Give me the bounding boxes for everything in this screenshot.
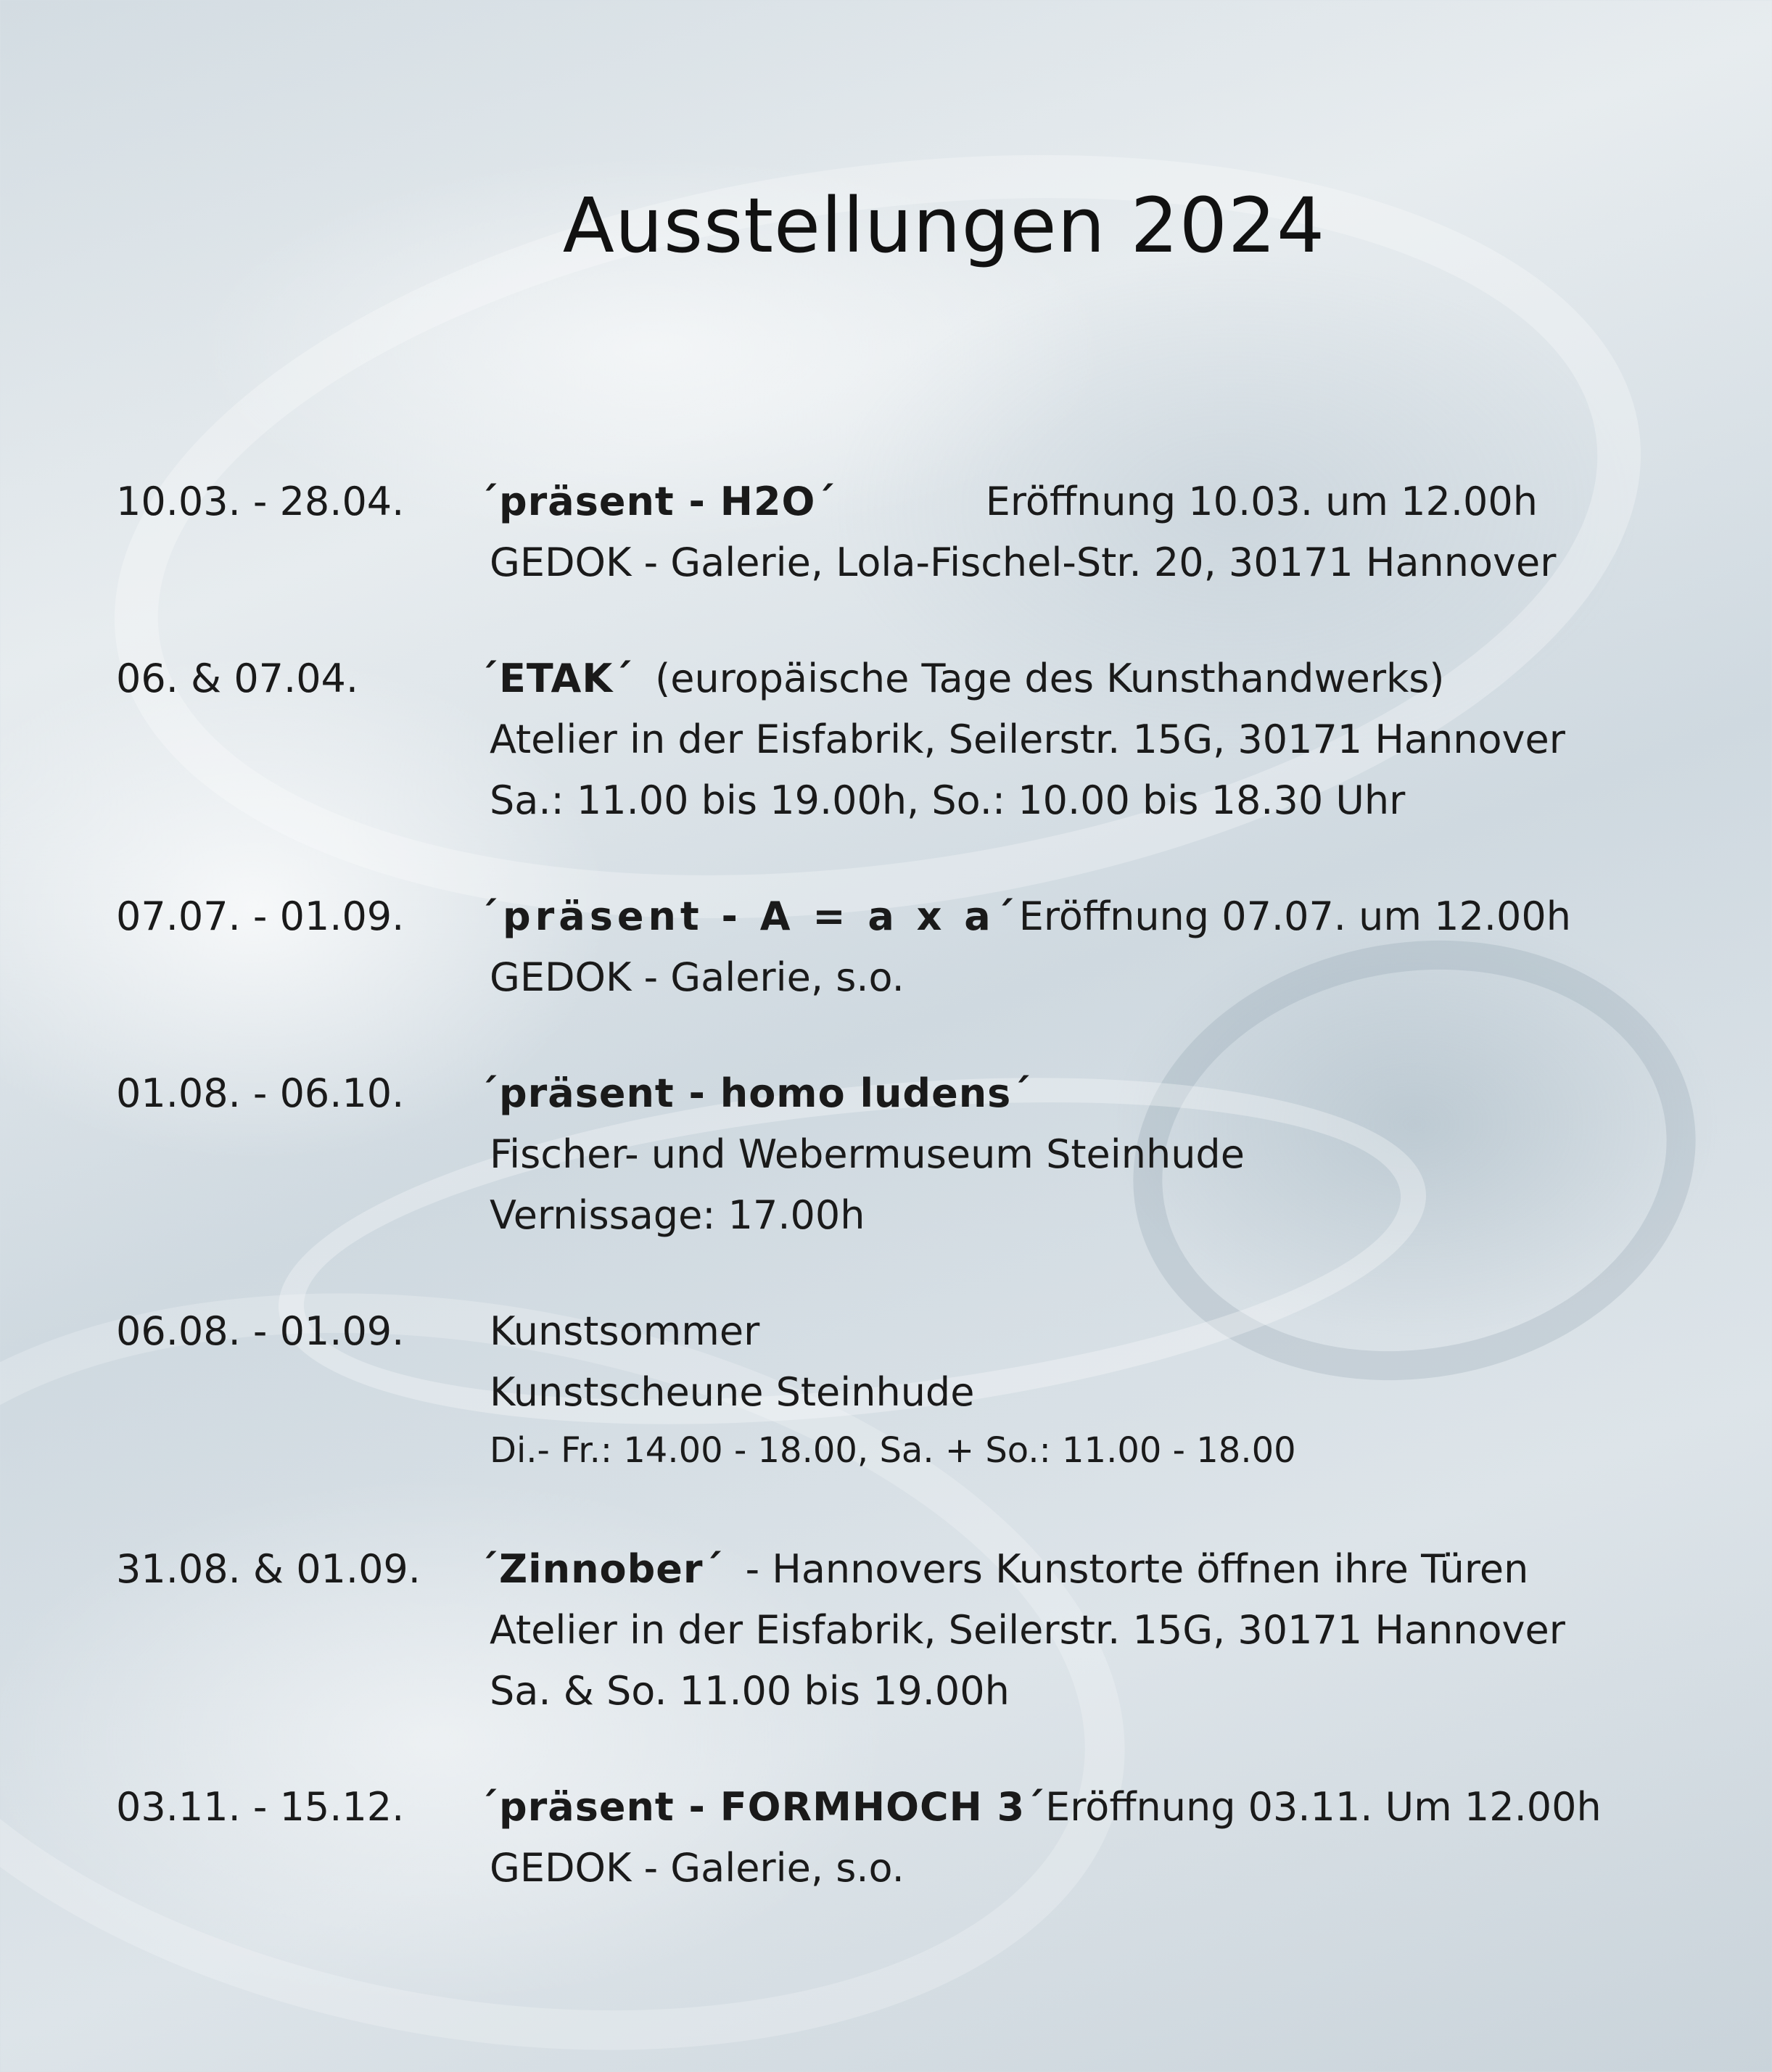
exhibition-date: 03.11. - 15.12.: [116, 1784, 405, 1830]
exhibition-date: 10.03. - 28.04.: [116, 479, 405, 524]
exhibition-date: 07.07. - 01.09.: [116, 893, 405, 939]
exhibition-entry: [116, 479, 1683, 600]
exhibition-list: [116, 479, 1683, 1906]
exhibition-title: ´ETAK´: [479, 656, 634, 701]
exhibition-title: ´präsent - H2O´: [479, 479, 836, 524]
exhibition-hours: Di.- Fr.: 14.00 - 18.00, Sa. + So.: 11.00 - 18.00: [490, 1430, 1296, 1471]
exhibition-date: 06.08. - 01.09.: [116, 1308, 405, 1354]
exhibition-date: 06. & 07.04.: [116, 656, 359, 701]
exhibition-hours: Sa. & So. 11.00 bis 19.00h: [490, 1668, 1010, 1714]
exhibition-location: Atelier in der Eisfabrik, Seilerstr. 15G, 30171 Hannover: [490, 1607, 1565, 1653]
exhibition-location: GEDOK - Galerie, Lola-Fischel-Str. 20, 30171 Hannover: [490, 540, 1557, 585]
exhibition-hours: Vernissage: 17.00h: [490, 1192, 865, 1238]
exhibition-title: ´präsent - A = a x a´: [479, 893, 1019, 939]
exhibition-subtitle: Kunstsommer: [490, 1308, 760, 1354]
exhibition-subtitle: (europäische Tage des Kunsthandwerks): [655, 656, 1445, 701]
exhibition-opening: Eröffnung 10.03. um 12.00h: [985, 479, 1538, 524]
exhibition-title: ´Zinnober´: [479, 1546, 724, 1592]
exhibition-hours: Sa.: 11.00 bis 19.00h, So.: 10.00 bis 18.30 Uhr: [490, 777, 1406, 823]
page-title: Ausstellungen 2024: [562, 181, 1326, 270]
exhibition-entry: [116, 893, 1683, 1015]
exhibition-entry: [116, 1546, 1683, 1729]
exhibition-opening: Eröffnung 07.07. um 12.00h: [1018, 893, 1571, 939]
exhibition-opening: Eröffnung 03.11. Um 12.00h: [1045, 1784, 1602, 1830]
exhibition-entry: [116, 1784, 1683, 1906]
exhibition-date: 01.08. - 06.10.: [116, 1070, 405, 1116]
exhibition-location: GEDOK - Galerie, s.o.: [490, 954, 904, 1000]
exhibition-entry: [116, 1070, 1683, 1253]
exhibition-date: 31.08. & 01.09.: [116, 1546, 421, 1592]
exhibition-subtitle: - Hannovers Kunstorte öffnen ihre Türen: [745, 1546, 1529, 1592]
exhibition-title: ´präsent - homo ludens´: [479, 1070, 1032, 1116]
exhibition-location: Atelier in der Eisfabrik, Seilerstr. 15G, 30171 Hannover: [490, 717, 1565, 762]
exhibition-entry: [116, 656, 1683, 838]
exhibition-entry: [116, 1308, 1683, 1491]
exhibition-location: Kunstscheune Steinhude: [490, 1369, 975, 1415]
exhibition-location: GEDOK - Galerie, s.o.: [490, 1845, 904, 1891]
exhibition-title: ´präsent - FORMHOCH 3´: [479, 1784, 1046, 1830]
exhibition-location: Fischer- und Webermuseum Steinhude: [490, 1131, 1245, 1177]
